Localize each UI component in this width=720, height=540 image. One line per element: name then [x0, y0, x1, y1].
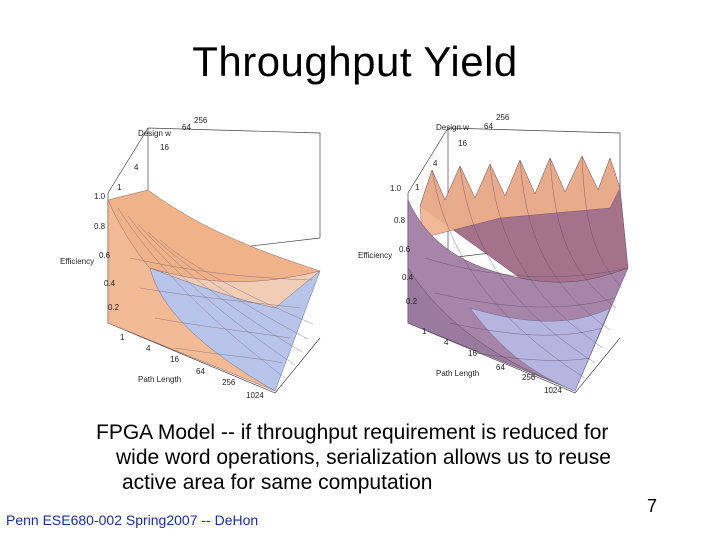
slide-title: Throughput Yield	[192, 38, 518, 85]
design-w-tick: 64	[182, 123, 191, 132]
design-w-tick: 64	[484, 122, 493, 131]
z-tick: 1.0	[94, 192, 106, 201]
path-length-label-left: Path Length	[138, 375, 182, 384]
caption-line: active area for same computation	[122, 471, 433, 495]
path-length-tick: 256	[522, 373, 536, 382]
z-tick: 0.6	[399, 245, 411, 254]
z-axis-label-right: Efficiency	[358, 251, 393, 260]
page-number: 7	[647, 496, 658, 516]
path-length-tick: 1	[120, 333, 125, 342]
z-axis-label-left: Efficiency	[60, 257, 95, 266]
path-length-tick: 16	[468, 349, 477, 358]
z-tick: 0.8	[394, 216, 406, 225]
design-w-tick: 256	[194, 116, 208, 125]
surface-plot-right	[358, 113, 628, 395]
design-w-tick: 16	[458, 139, 467, 148]
z-tick: 0.4	[104, 279, 116, 288]
design-w-label-right: Design w	[436, 123, 469, 132]
path-length-tick: 1	[422, 327, 427, 336]
surface-left	[108, 190, 320, 391]
slide-caption	[96, 420, 611, 496]
design-w-tick: 4	[433, 159, 438, 168]
design-w-tick: 256	[496, 113, 510, 122]
slide-footer: Penn ESE680-002 Spring2007 -- DeHon	[6, 512, 259, 528]
z-tick: 0.6	[99, 251, 111, 260]
z-tick: 0.2	[406, 297, 418, 306]
surface-plot-left	[60, 116, 320, 400]
caption-line: FPGA Model -- if throughput requirement is reduced for	[96, 421, 609, 444]
path-length-tick: 16	[170, 355, 179, 364]
path-length-tick: 64	[496, 363, 505, 372]
path-length-tick: 1024	[246, 391, 264, 400]
z-tick: 0.4	[402, 273, 414, 282]
path-length-tick: 256	[222, 378, 236, 387]
caption-line: wide word operations, serialization allows us to reuse	[116, 446, 611, 470]
design-w-tick: 16	[160, 143, 169, 152]
design-w-tick: 1	[117, 183, 122, 192]
design-w-tick: 4	[134, 163, 139, 172]
path-length-tick: 4	[444, 338, 449, 347]
design-w-tick: 1	[415, 183, 420, 192]
z-tick: 0.2	[108, 303, 120, 312]
surface-right	[408, 156, 628, 391]
path-length-tick: 1024	[544, 386, 562, 395]
path-length-tick: 64	[196, 367, 205, 376]
design-w-label-left: Design w	[138, 129, 171, 138]
z-tick: 1.0	[390, 184, 402, 193]
z-tick: 0.8	[94, 222, 106, 231]
path-length-tick: 4	[146, 344, 151, 353]
design-w-ticks-left	[117, 116, 208, 192]
surface-plots	[50, 108, 650, 408]
path-length-label-right: Path Length	[436, 369, 480, 378]
